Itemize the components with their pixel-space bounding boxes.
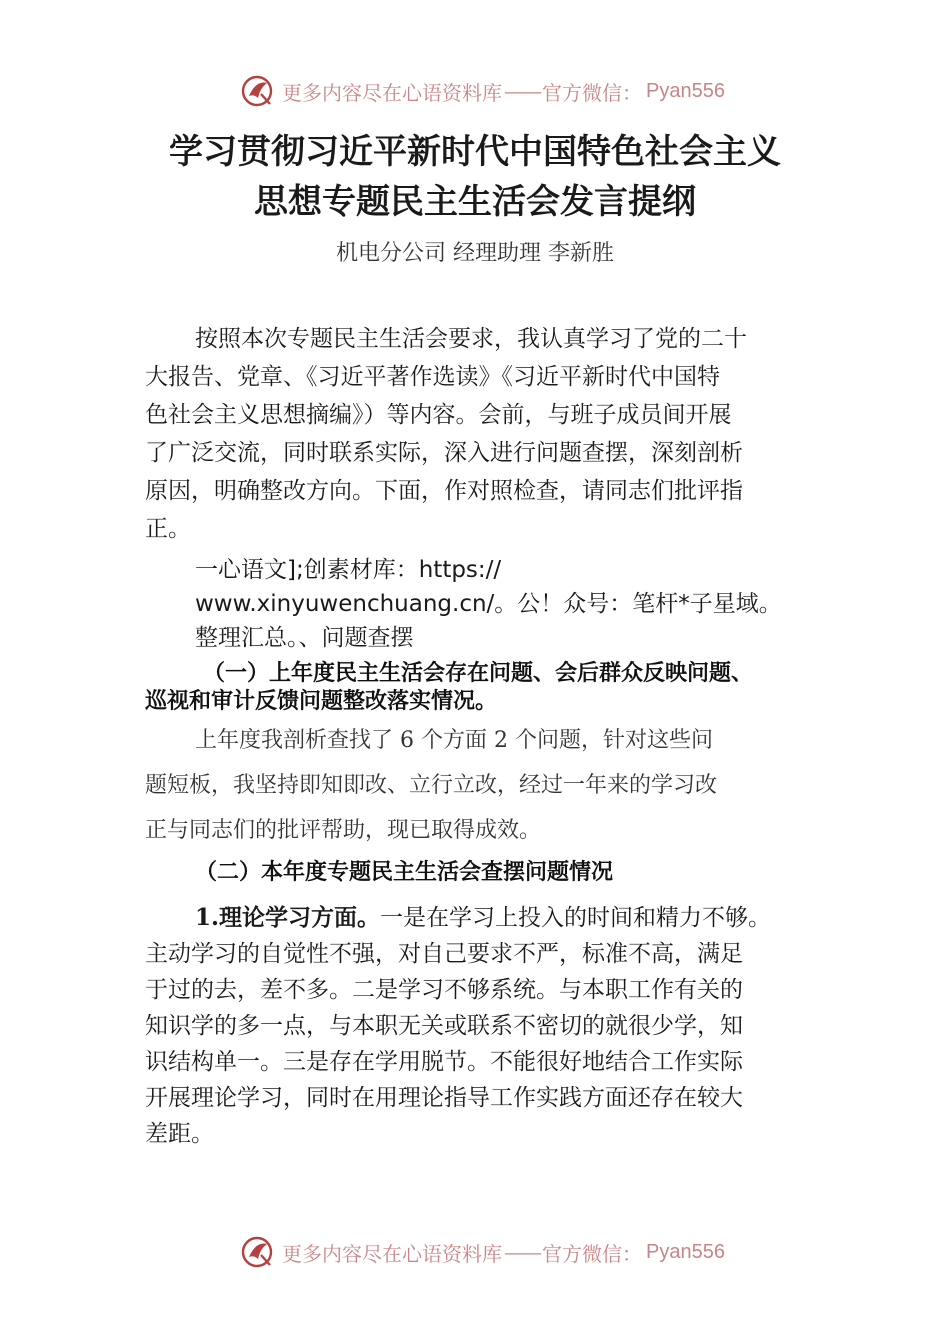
section-1-body xyxy=(145,718,810,853)
item-number: 1. xyxy=(195,904,220,931)
text-line: 主动学习的自觉性不强，对自己要求不严，标准不高，满足 xyxy=(145,941,743,967)
source-note xyxy=(145,553,810,655)
heading-line: 巡视和审计反馈问题整改落实情况。 xyxy=(145,689,498,714)
banner-separator: —— xyxy=(504,1240,540,1264)
banner-separator: —— xyxy=(504,79,540,103)
section-2-heading: （二）本年度专题民主生活会查摆问题情况 xyxy=(195,860,614,885)
text-line: 色社会主义思想摘编》）等内容。会前，与班子成员间开展 xyxy=(145,402,732,428)
text-line: 了广泛交流，同时联系实际，深入进行问题查摆，深刻剖析 xyxy=(145,440,743,466)
text-line: 识结构单一。三是存在学用脱节。不能很好地结合工作实际 xyxy=(145,1049,743,1075)
text-line: 知识学的多一点，与本职无关或联系不密切的就很少学，知 xyxy=(145,1013,743,1039)
text-line: 开展理论学习，同时在用理论指导工作实践方面还存在较大 xyxy=(145,1085,743,1111)
text-line: 题短板，我坚持即知即改、立行立改，经过一年来的学习改 xyxy=(145,773,718,798)
text-line: 上年度我剖析查找了 6 个方面 2 个问题，针对这些问 xyxy=(195,728,713,753)
document-title-line-1: 学习贯彻习近平新时代中国特色社会主义 xyxy=(169,132,781,172)
text-line: 整理汇总。、问题查摆 xyxy=(195,625,414,651)
banner-text: 更多内容尽在心语资料库 xyxy=(282,80,502,105)
text-line: 差距。 xyxy=(145,1121,214,1147)
text-line: www.xinyuwenchuang.cn/。公！众号：笔杆*子星域。 xyxy=(195,591,782,617)
text-line: 正。 xyxy=(145,516,191,542)
banner-wechat-id: Pyan556 xyxy=(646,79,725,102)
item-title: 理论学习方面。 xyxy=(219,905,381,931)
text-line: 一心语文];创素材库：https:// xyxy=(195,557,502,583)
header-banner xyxy=(240,74,725,108)
author-line: 机电分公司 经理助理 李新胜 xyxy=(336,241,614,266)
banner-wechat-label: 官方微信： xyxy=(542,80,642,105)
brand-logo-icon xyxy=(240,74,276,108)
document-title-line-2: 思想专题民主生活会发言提纲 xyxy=(254,182,696,222)
text-line: 原因，明确整改方向。下面，作对照检查，请同志们批评指 xyxy=(145,478,743,504)
text-line: 按照本次专题民主生活会要求，我认真学习了党的二十 xyxy=(195,326,747,352)
banner-text: 更多内容尽在心语资料库 xyxy=(282,1241,502,1266)
intro-paragraph xyxy=(145,320,810,548)
section-2-item-1 xyxy=(145,900,810,1152)
section-1-heading xyxy=(145,660,825,716)
item-first-line-text: 一是在学习上投入的时间和精力不够。 xyxy=(380,905,772,931)
heading-line: （一）上年度民主生活会存在问题、会后群众反映问题、 xyxy=(203,661,754,686)
footer-banner xyxy=(240,1235,725,1269)
text-line: 于过的去，差不多。二是学习不够系统。与本职工作有关的 xyxy=(145,977,743,1003)
item-first-line xyxy=(145,900,810,936)
banner-wechat-id: Pyan556 xyxy=(646,1240,725,1263)
brand-logo-icon xyxy=(240,1235,276,1269)
text-line: 大报告、党章、《习近平著作选读》《习近平新时代中国特 xyxy=(145,364,720,390)
text-line: 正与同志们的批评帮助，现已取得成效。 xyxy=(145,818,542,843)
banner-wechat-label: 官方微信： xyxy=(542,1241,642,1266)
